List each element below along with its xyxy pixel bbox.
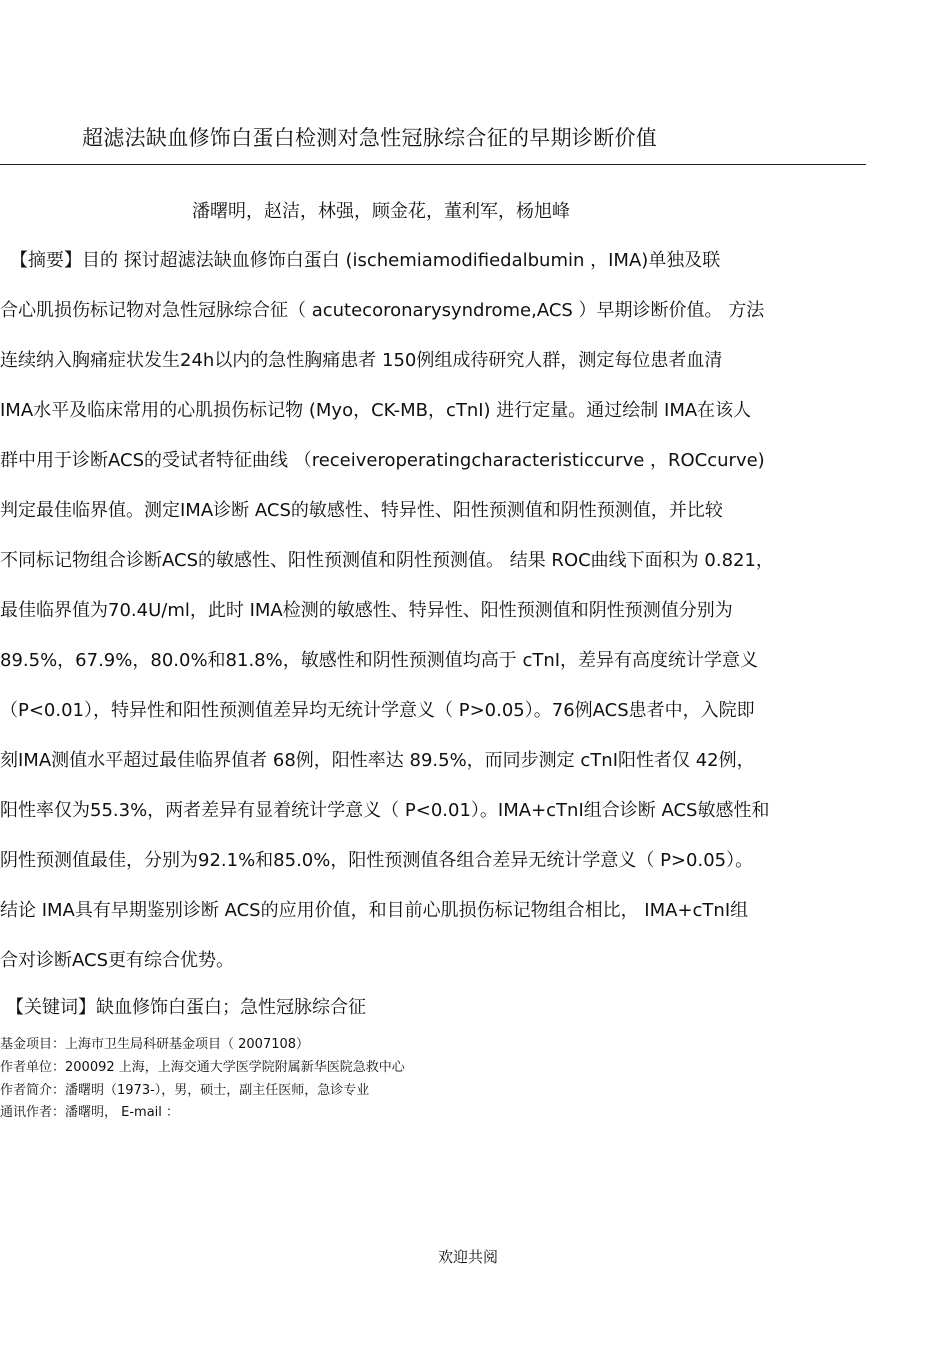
abstract-line: （P<0.01），特异性和阳性预测值差异均无统计学意义（ P>0.05）。76例ACS患者中，入院即 [0, 700, 755, 721]
abstract-line: 合对诊断ACS更有综合优势。 [0, 950, 234, 971]
paper-title: 超滤法缺血修饰白蛋白检测对急性冠脉综合征的早期诊断价值 [82, 126, 658, 150]
abstract-line: 阳性率仅为55.3%，两者差异有显着统计学意义（ P<0.01）。IMA+cTnI组合诊断 ACS敏感性和 [0, 800, 770, 821]
keywords: 【关键词】缺血修饰白蛋白；急性冠脉综合征 [6, 997, 366, 1018]
abstract-line: 最佳临界值为70.4U/ml，此时 IMA检测的敏感性、特异性、阳性预测值和阴性预测值分别为 [0, 600, 733, 621]
abstract-line: 【摘要】目的 探讨超滤法缺血修饰白蛋白 (ischemiamodifiedalbumin ，IMA)单独及联 [10, 250, 721, 271]
abstract-line: IMA水平及临床常用的心肌损伤标记物 (Myo，CK-MB，cTnI) 进行定量。通过绘制 IMA在该人 [0, 400, 752, 421]
abstract-line: 刻IMA测值水平超过最佳临界值者 68例，阳性率达 89.5%，而同步测定 cTnI阳性者仅 42例， [0, 750, 755, 771]
footnote-corresponding: 通讯作者：潘曙明， E-mail ： [0, 1105, 180, 1120]
footnote-affiliation: 作者单位：200092 上海，上海交通大学医学院附属新华医院急救中心 [0, 1060, 405, 1075]
footnote-author-bio: 作者简介：潘曙明（1973-），男，硕士，副主任医师，急诊专业 [0, 1083, 370, 1098]
abstract-line: 不同标记物组合诊断ACS的敏感性、阳性预测值和阴性预测值。 结果 ROC曲线下面积为 0.821， [0, 550, 774, 571]
author-list: 潘曙明，赵洁，林强，顾金花，董利军，杨旭峰 [192, 201, 570, 222]
abstract-line: 判定最佳临界值。测定IMA诊断 ACS的敏感性、特异性、阳性预测值和阴性预测值，并比较 [0, 500, 723, 521]
abstract-line: 结论 IMA具有早期鉴别诊断 ACS的应用价值，和目前心肌损伤标记物组合相比， IMA+cTnI组 [0, 900, 749, 921]
abstract-line: 89.5%，67.9%，80.0%和81.8%，敏感性和阴性预测值均高于 cTnI，差异有高度统计学意义 [0, 650, 759, 671]
title-rule [0, 164, 866, 165]
abstract-line: 阴性预测值最佳，分别为92.1%和85.0%，阳性预测值各组合差异无统计学意义（ P>0.05）。 [0, 850, 754, 871]
footnote-funding: 基金项目：上海市卫生局科研基金项目（ 2007108） [0, 1037, 310, 1052]
abstract-line: 群中用于诊断ACS的受试者特征曲线 （receiveroperatingcharacteristiccurve ，ROCcurve) [0, 450, 765, 471]
abstract-line: 合心肌损伤标记物对急性冠脉综合征（ acutecoronarysyndrome,ACS ）早期诊断价值。 方法 [0, 300, 765, 321]
abstract-line: 连续纳入胸痛症状发生24h以内的急性胸痛患者 150例组成待研究人群，测定每位患者血清 [0, 350, 723, 371]
page-footer: 欢迎共阅 [438, 1248, 499, 1266]
